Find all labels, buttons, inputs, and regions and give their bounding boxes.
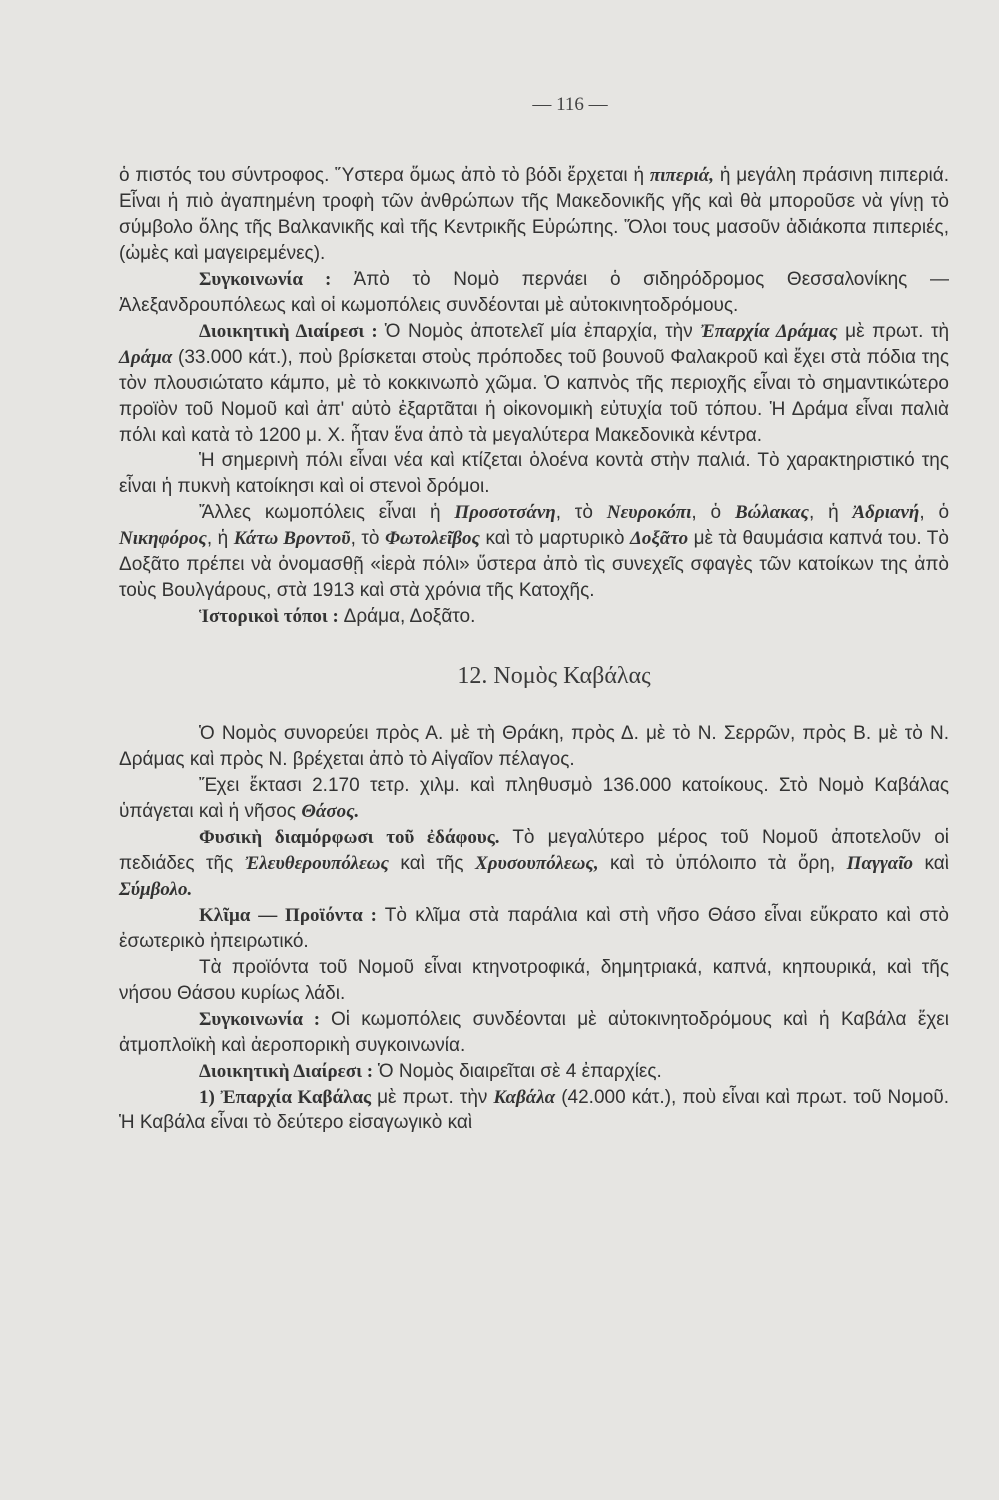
emphasis-place: Χρυσουπόλεως,	[475, 852, 599, 874]
emphasis-place: Παγγαῖο	[846, 852, 914, 874]
paragraph-transport-kavala	[119, 1007, 949, 1059]
heading-province-kavala: 1) Ἐπαρχία Καβάλας	[199, 1086, 372, 1108]
emphasis-province-drama: Ἐπαρχία Δράμας	[700, 320, 838, 342]
text-span: Ὁ Νομὸς διαιρεῖται σὲ 4 ἐπαρχίες.	[377, 1060, 662, 1082]
emphasis-drama: Δράμα	[119, 346, 173, 368]
text-span: , ἡ	[206, 528, 234, 550]
text-span: μὲ τὰ θαυμάσια καπνά του. Τὸ Δοξᾶτο πρέπει νὰ ὀνομασθῇ «ἱερὰ πόλι» ὕστερα ἀπὸ τὶς συνεχεῖς σφαγὲς τῶν κατοίκων της ἀπὸ τοὺς Βουλγάρους, στὰ 1913 καὶ στὰ χρόνια τῆς Κατοχῆς.	[119, 528, 949, 602]
emphasis-town: Βώλακας	[734, 502, 809, 524]
text-span: μὲ πρωτ. τὴ	[837, 320, 950, 342]
text-span: καὶ τὸ μαρτυρικὸ	[479, 528, 630, 550]
page-number: — 116 —	[532, 94, 608, 115]
paragraph-area-population	[119, 773, 949, 825]
emphasis-town: Νευροκόπι	[606, 502, 692, 524]
paragraph-pepper	[119, 163, 949, 267]
paragraph-products: Τὰ προϊόντα τοῦ Νομοῦ εἶναι κτηνοτροφικά, δημητριακά, καπνά, κηπουρικά, καὶ τῆς νήσου Θάσου κυρίως λάδι.	[119, 956, 949, 1004]
paragraph-towns	[119, 500, 949, 604]
paragraph-climate	[119, 903, 949, 955]
heading-administration: Διοικητικὴ Διαίρεσι :	[199, 1060, 378, 1082]
paragraph-administration-kavala	[119, 1059, 949, 1085]
text-span: Ἀπὸ τὸ Νομὸ περνάει ὁ σιδηρόδρομος Θεσσαλονίκης — Ἀλεξανδρουπόλεως καὶ οἱ κωμοπόλεις συνδέονται μὲ αὐτοκινητοδρόμους.	[119, 268, 949, 316]
section-heading: 12. Νομὸς Καβάλας	[457, 663, 651, 690]
text-span: ἡ μεγάλη πράσινη πιπεριά. Εἶναι ἡ πιὸ ἀγαπημένη τροφὴ τῶν ἀνθρώπων τῆς Μακεδονικῆς γῆς καὶ θὰ μποροῦσε νὰ γίνῃ τὸ σύμβολο ὅλης τῆς Βαλκανικῆς καὶ τῆς Κεντρικῆς Εὐρώπης. Ὅλοι τους μασοῦν ἀδιάκοπα πιπεριές, (ὠμὲς καὶ μαγειρεμένες).	[119, 165, 949, 264]
heading-climate-products: Κλῖμα — Προϊόντα :	[199, 904, 385, 926]
heading-transport: Συγκοινωνία :	[199, 1008, 331, 1030]
text-span: καὶ τῆς	[388, 852, 476, 874]
text-span: καὶ	[913, 852, 949, 874]
text-span: ὁ πιστός του σύντροφος. Ὕστερα ὅμως ἀπὸ τὸ βόδι ἔρχεται ἡ	[119, 165, 650, 186]
paragraph-transport	[119, 267, 949, 319]
text-span: , ὁ	[919, 502, 950, 524]
text-span: Τὸ μεγαλύτερο μέρος τοῦ Νομοῦ ἀποτελοῦν οἱ πεδιάδες τῆς	[119, 826, 949, 874]
text-span: Ἄλλες κωμοπόλεις εἶναι ἡ	[199, 502, 455, 524]
emphasis-pepper: πιπεριά,	[649, 165, 715, 186]
text-span: Ὁ Νομὸς ἀποτελεῖ μία ἐπαρχία, τὴν	[384, 320, 701, 342]
emphasis-town: Προσοτσάνη	[454, 502, 556, 524]
paragraph-province-kavala	[119, 1085, 949, 1137]
text-span: (42.000 κάτ.), ποὺ εἶναι καὶ πρωτ. τοῦ Νομοῦ. Ἡ Καβάλα εἶναι τὸ δεύτερο εἰσαγωγικὸ καὶ	[119, 1086, 950, 1134]
paragraph-terrain	[119, 825, 949, 903]
heading-terrain: Φυσικὴ διαμόρφωσι τοῦ ἐδάφους.	[199, 826, 500, 848]
emphasis-town: Φωτολεῖβος	[384, 528, 480, 550]
heading-administration: Διοικητικὴ Διαίρεσι :	[199, 320, 385, 342]
paragraph-borders: Ὁ Νομὸς συνορεύει πρὸς Α. μὲ τὴ Θράκη, πρὸς Δ. μὲ τὸ Ν. Σερρῶν, πρὸς Β. μὲ τὸ Ν. Δράμας καὶ πρὸς Ν. βρέχεται ἀπὸ τὸ Αἰγαῖον πέλαγος.	[119, 723, 949, 771]
paragraph-modern-city: Ἡ σημερινὴ πόλι εἶναι νέα καὶ κτίζεται ὁλοένα κοντὰ στὴν παλιά. Τὸ χαρακτηριστικό της εἶναι ἡ πυκνὴ κατοίκησι καὶ οἱ στενοὶ δρόμοι.	[119, 450, 949, 498]
text-span: Οἱ κωμοπόλεις συνδέονται μὲ αὐτοκινητοδρόμους καὶ ἡ Καβάλα ἔχει ἀτμοπλοϊκὴ καὶ ἀεροπορικὴ συγκοινωνία.	[119, 1008, 949, 1056]
text-span: Δράμα, Δοξᾶτο.	[343, 606, 476, 628]
drama-text-block	[119, 163, 949, 630]
text-span: , ὁ	[691, 502, 735, 524]
paragraph-historic-places	[119, 604, 949, 630]
heading-transport: Συγκοινωνία :	[199, 268, 354, 290]
emphasis-town: Κάτω Βροντοῦ	[233, 528, 351, 550]
emphasis-town: Ἀδριανή	[852, 502, 920, 524]
emphasis-place: Ἐλευθερουπόλεως	[244, 852, 389, 874]
text-span: Τὸ κλῖμα στὰ παράλια καὶ στὴ νῆσο Θάσο εἶναι εὔκρατο καὶ στὸ ἐσωτερικὸ ἠπειρωτικό.	[119, 904, 949, 952]
emphasis-thasos: Θάσος.	[301, 801, 360, 823]
text-span: , τὸ	[350, 528, 385, 550]
text-span: (33.000 κάτ.), ποὺ βρίσκεται στοὺς πρόποδες τοῦ βουνοῦ Φαλακροῦ καὶ ἔχει στὰ πόδια της τὸν πλουσιώτατο κάμπο, μὲ τὸ κοκκινωπὸ χῶμα. Ὁ καπνὸς τῆς περιοχῆς εἶναι τὸ σημαντικώτερο προϊὸν τοῦ Νομοῦ καὶ ἀπ' αὐτὸ ἐξαρτᾶται ἡ οἰκονομικὴ εὐτυχία τοῦ τόπου. Ἡ Δράμα εἶναι παλιὰ πόλι καὶ κατὰ τὸ 1200 μ. Χ. ἦταν ἕνα ἀπὸ τὰ μεγαλύτερα Μακεδονικὰ κέντρα.	[119, 346, 949, 446]
emphasis-place: Σύμβολο.	[119, 878, 193, 900]
heading-historic-places: Ἱστορικοὶ τόποι :	[199, 606, 344, 628]
emphasis-town: Δοξᾶτο	[629, 528, 689, 550]
text-span: καὶ τὸ ὑπόλοιπο τὰ ὄρη,	[598, 852, 847, 874]
emphasis-town: Νικηφόρος	[119, 528, 207, 550]
kavala-text-block	[119, 721, 949, 1136]
emphasis-kavala: Καβάλα	[493, 1086, 556, 1108]
text-span: , ἡ	[808, 502, 853, 524]
paragraph-administration	[119, 319, 949, 449]
text-span: , τὸ	[555, 502, 607, 524]
text-span: μὲ πρωτ. τὴν	[371, 1086, 494, 1108]
text-span: Ἔχει ἔκτασι 2.170 τετρ. χιλμ. καὶ πληθυσμὸ 136.000 κατοίκους. Στὸ Νομὸ Καβάλας ὑπάγεται καὶ ἡ νῆσος	[119, 775, 949, 823]
